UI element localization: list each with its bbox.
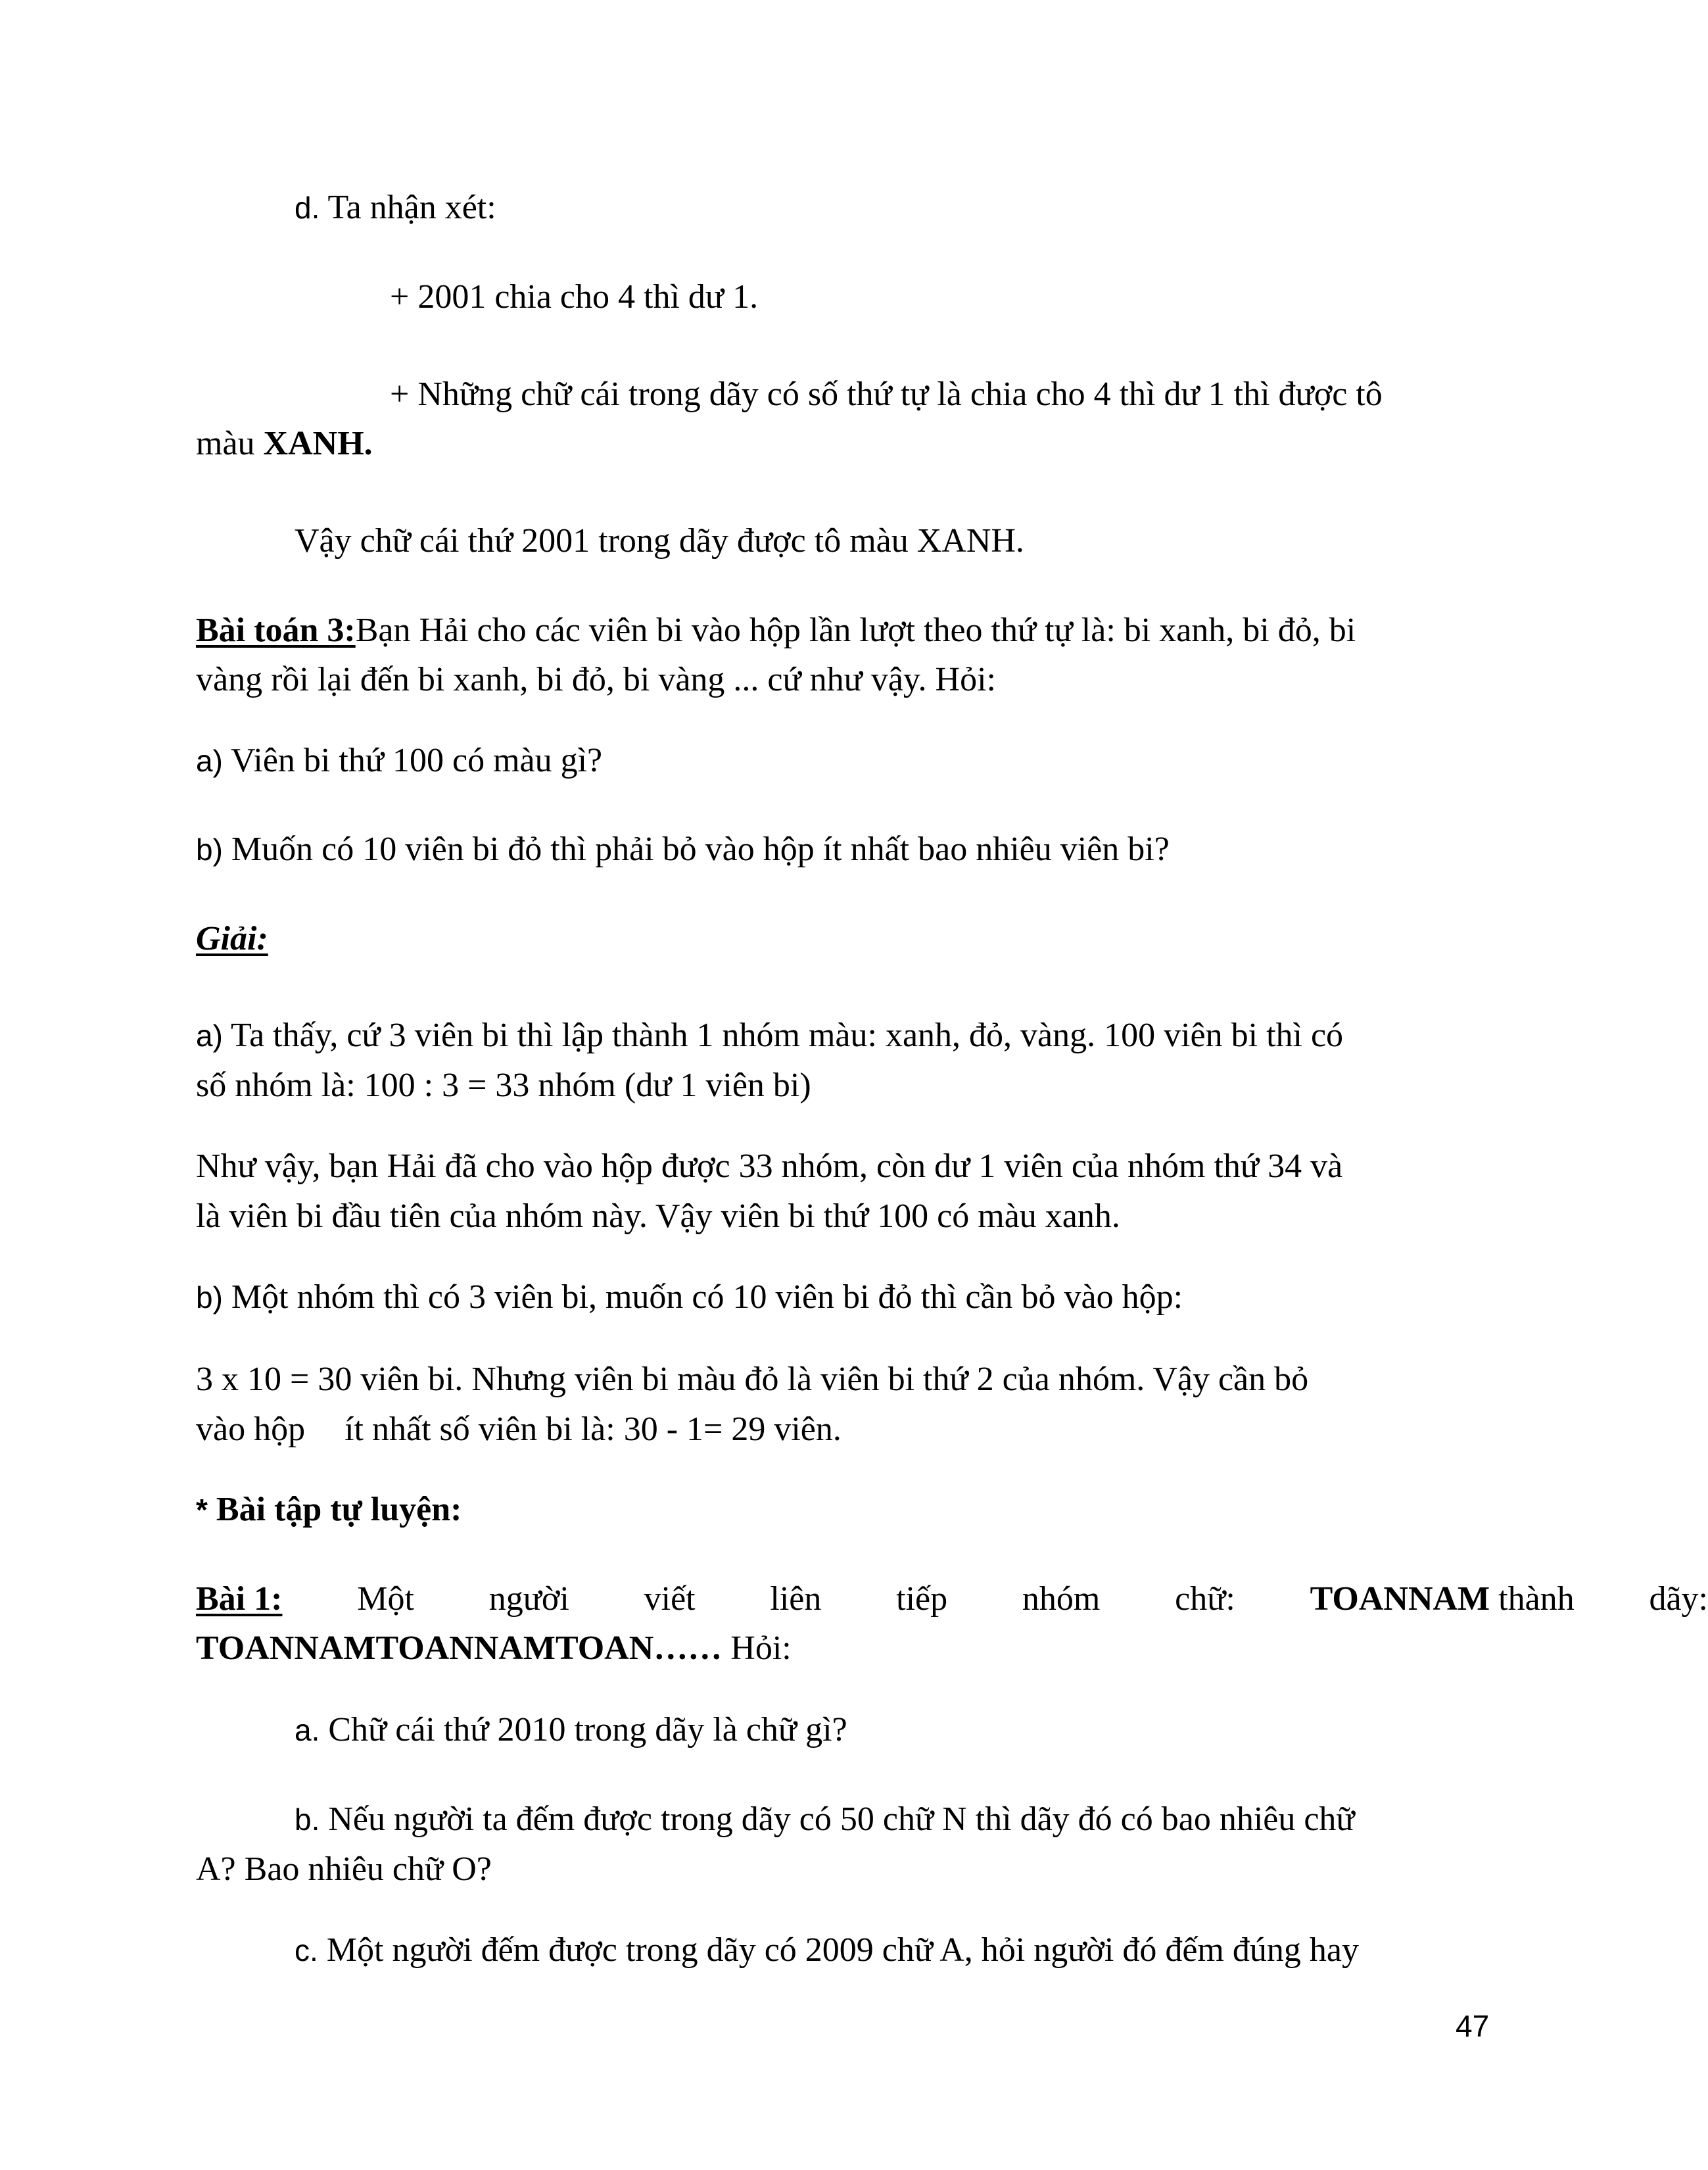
solution-b-line3: vào hộp ít nhất số viên bi là: 30 - 1= 29 viên. <box>196 1410 842 1448</box>
part-d-point1: + 2001 chia cho 4 thì dư 1. <box>390 278 759 316</box>
bai1-line2: TOANNAMTOANNAMTOAN…… Hỏi: <box>196 1629 792 1667</box>
part-d-point2-line2: màu XANH. <box>196 425 373 462</box>
problem3-line2: vàng rồi lại đến bi xanh, bi đỏ, bi vàng ... cứ như vậy. Hỏi: <box>196 661 996 698</box>
solution-b-line2: 3 x 10 = 30 viên bi. Nhưng viên bi màu đỏ là viên bi thứ 2 của nhóm. Vậy cần bỏ <box>196 1361 1309 1398</box>
problem3-question-b: b) Muốn có 10 viên bi đỏ thì phải bỏ vào hộp ít nhất bao nhiêu viên bi? <box>196 831 1170 868</box>
problem3-question-a: a) Viên bi thứ 100 có màu gì? <box>196 742 603 779</box>
solution-a-line1: a) Ta thấy, cứ 3 viên bi thì lập thành 1 nhóm màu: xanh, đỏ, vàng. 100 viên bi thì có <box>196 1017 1344 1054</box>
exercises-heading: * Bài tập tự luyện: <box>196 1491 462 1528</box>
solution-a-line4: là viên bi đầu tiên của nhóm này. Vậy viên bi thứ 100 có màu xanh. <box>196 1197 1120 1235</box>
part-d-label: d. <box>295 191 320 225</box>
bai1-question-b-line2: A? Bao nhiêu chữ O? <box>196 1850 492 1888</box>
part-d-point2-line1: + Những chữ cái trong dãy có số thứ tự là chia cho 4 thì dư 1 thì được tô <box>390 375 1383 413</box>
solution-a-line2: số nhóm là: 100 : 3 = 33 nhóm (dư 1 viên bi) <box>196 1067 811 1104</box>
part-d-conclusion: Vậy chữ cái thứ 2001 trong dãy được tô màu XANH. <box>295 522 1024 560</box>
page-number: 47 <box>1456 2009 1490 2043</box>
problem3-title: Bài toán 3: <box>196 612 356 649</box>
part-d-intro: d. Ta nhận xét: <box>295 189 496 226</box>
bai1-title: Bài 1: <box>196 1580 283 1618</box>
problem3-line1: Bài toán 3:Bạn Hải cho các viên bi vào hộp lần lượt theo thứ tự là: bi xanh, bi đỏ, bi <box>196 612 1356 649</box>
solution-a-line3: Như vậy, bạn Hải đã cho vào hộp được 33 nhóm, còn dư 1 viên của nhóm thứ 34 và <box>196 1147 1343 1185</box>
solution-title: Giải: <box>196 920 268 957</box>
bai1-question-a: a. Chữ cái thứ 2010 trong dãy là chữ gì? <box>295 1711 847 1748</box>
bai1-question-b-line1: b. Nếu người ta đếm được trong dãy có 50 chữ N thì dãy đó có bao nhiêu chữ <box>295 1800 1355 1838</box>
solution-b-line1: b) Một nhóm thì có 3 viên bi, muốn có 10 viên bi đỏ thì cần bỏ vào hộp: <box>196 1278 1183 1316</box>
bai1-line1: Bài 1: Một người viết liên tiếp nhóm chữ: TOANNAM thành dãy: <box>196 1580 1708 1618</box>
bai1-question-c-line1: c. Một người đếm được trong dãy có 2009 chữ A, hỏi người đó đếm đúng hay <box>295 1931 1359 1969</box>
